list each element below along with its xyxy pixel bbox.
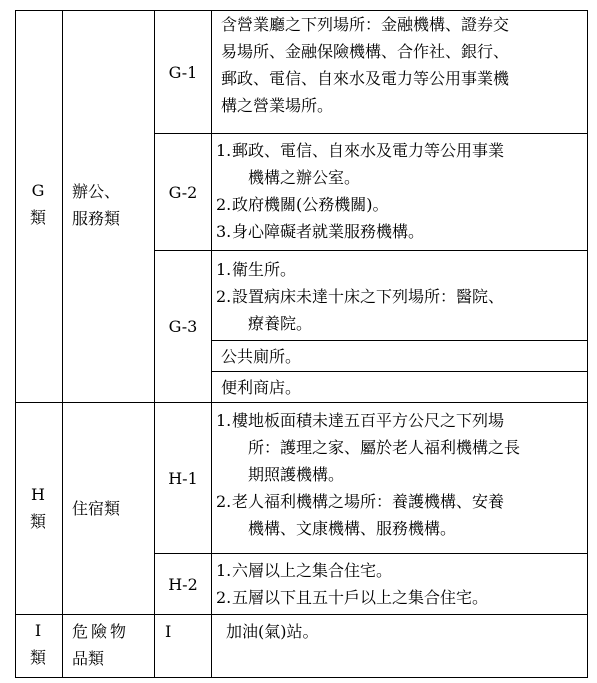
category-g-letter: G: [31, 181, 45, 200]
list-item: [216, 137, 587, 191]
desc-g1: [221, 11, 587, 119]
row-divider-g1-g2: [154, 133, 588, 134]
item-number: 1.: [216, 141, 232, 160]
code-g1: G-1: [168, 62, 198, 82]
table-border-left: [15, 10, 16, 678]
desc-line: 五層以下且五十戶以上之集合住宅。: [232, 588, 489, 607]
desc-line: 郵政、電信、自來水及電力等公用事業: [232, 141, 505, 160]
code-h2: H-2: [168, 574, 198, 594]
desc-line: 含營業廳之下列場所：金融機構、證券交: [221, 15, 510, 34]
category-g-name: [72, 178, 154, 232]
category-i-name-line2: 品類: [72, 649, 105, 668]
row-divider-g-h: [15, 402, 588, 403]
category-g-name-line2: 服務類: [72, 209, 121, 228]
code-i: I: [165, 622, 172, 641]
category-i-letter: I: [34, 621, 42, 640]
item-number: 2.: [216, 195, 232, 214]
item-number: 3.: [216, 222, 232, 241]
desc-line: 機構、文康機構、服務機構。: [248, 519, 457, 538]
row-divider-h-i: [15, 614, 588, 615]
list-item: [216, 283, 587, 337]
item-number: 1.: [216, 260, 232, 279]
category-h-name: 住宿類: [72, 499, 121, 518]
desc-public-toilet: 公共廁所。: [221, 347, 302, 366]
desc-line: 六層以上之集合住宅。: [232, 561, 393, 580]
item-number: 2.: [216, 287, 232, 306]
category-h-letter: H: [31, 485, 45, 504]
list-item: [216, 407, 587, 488]
desc-line: 政府機關(公務機關)。: [232, 195, 389, 214]
list-item: [216, 218, 587, 245]
row-divider-g2-g3: [154, 250, 588, 251]
category-i-suffix: 類: [29, 648, 46, 667]
category-i-name: [72, 618, 154, 672]
desc-line: 易場所、金融保險機構、合作社、銀行、: [221, 42, 510, 61]
list-item: [216, 584, 587, 611]
table-border-right: [587, 10, 588, 678]
category-i-name-line1: 危險物: [72, 622, 130, 641]
code-g3: G-3: [168, 317, 198, 336]
item-number: 2.: [216, 588, 232, 607]
row-divider-h1-h2: [154, 553, 588, 554]
desc-line: 設置病床未達十床之下列場所：醫院、: [232, 287, 505, 306]
row-divider-toilet-store: [211, 371, 588, 372]
desc-line: 療養院。: [248, 314, 313, 333]
desc-h1: [216, 407, 587, 542]
desc-line: 期照護機構。: [248, 465, 345, 484]
desc-line: 郵政、電信、自來水及電力等公用事業機: [221, 69, 510, 88]
row-divider-g3-toilet: [211, 340, 588, 341]
item-number: 1.: [216, 561, 232, 580]
list-item: [216, 256, 587, 283]
category-g-name-line1: 辦公、: [72, 182, 121, 201]
table-border-bottom: [15, 677, 588, 678]
desc-line: 衛生所。: [232, 260, 297, 279]
desc-convenience-store: 便利商店。: [221, 378, 302, 397]
desc-i: 加油(氣)站。: [226, 622, 319, 641]
item-number: 2.: [216, 492, 232, 511]
code-g2: G-2: [168, 182, 198, 202]
list-item: [216, 488, 587, 542]
desc-line: 老人福利機構之場所：養護機構、安養: [232, 492, 505, 511]
desc-line: 構之營業場所。: [221, 96, 334, 115]
desc-line: 樓地板面積未達五百平方公尺之下列場: [232, 411, 505, 430]
desc-line: 機構之辦公室。: [248, 168, 361, 187]
list-item: [216, 191, 587, 218]
list-item: [216, 557, 587, 584]
desc-h2: [216, 557, 587, 611]
item-number: 1.: [216, 411, 232, 430]
desc-line: 身心障礙者就業服務機構。: [232, 222, 425, 241]
desc-line: 所：護理之家、屬於老人福利機構之長: [248, 438, 521, 457]
category-g-suffix: 類: [29, 208, 46, 227]
col-divider-1: [62, 10, 63, 678]
desc-g2: [216, 137, 587, 245]
code-h1: H-1: [168, 468, 198, 488]
desc-g3: [216, 256, 587, 337]
category-h-suffix: 類: [29, 512, 46, 531]
col-divider-3: [211, 10, 212, 678]
